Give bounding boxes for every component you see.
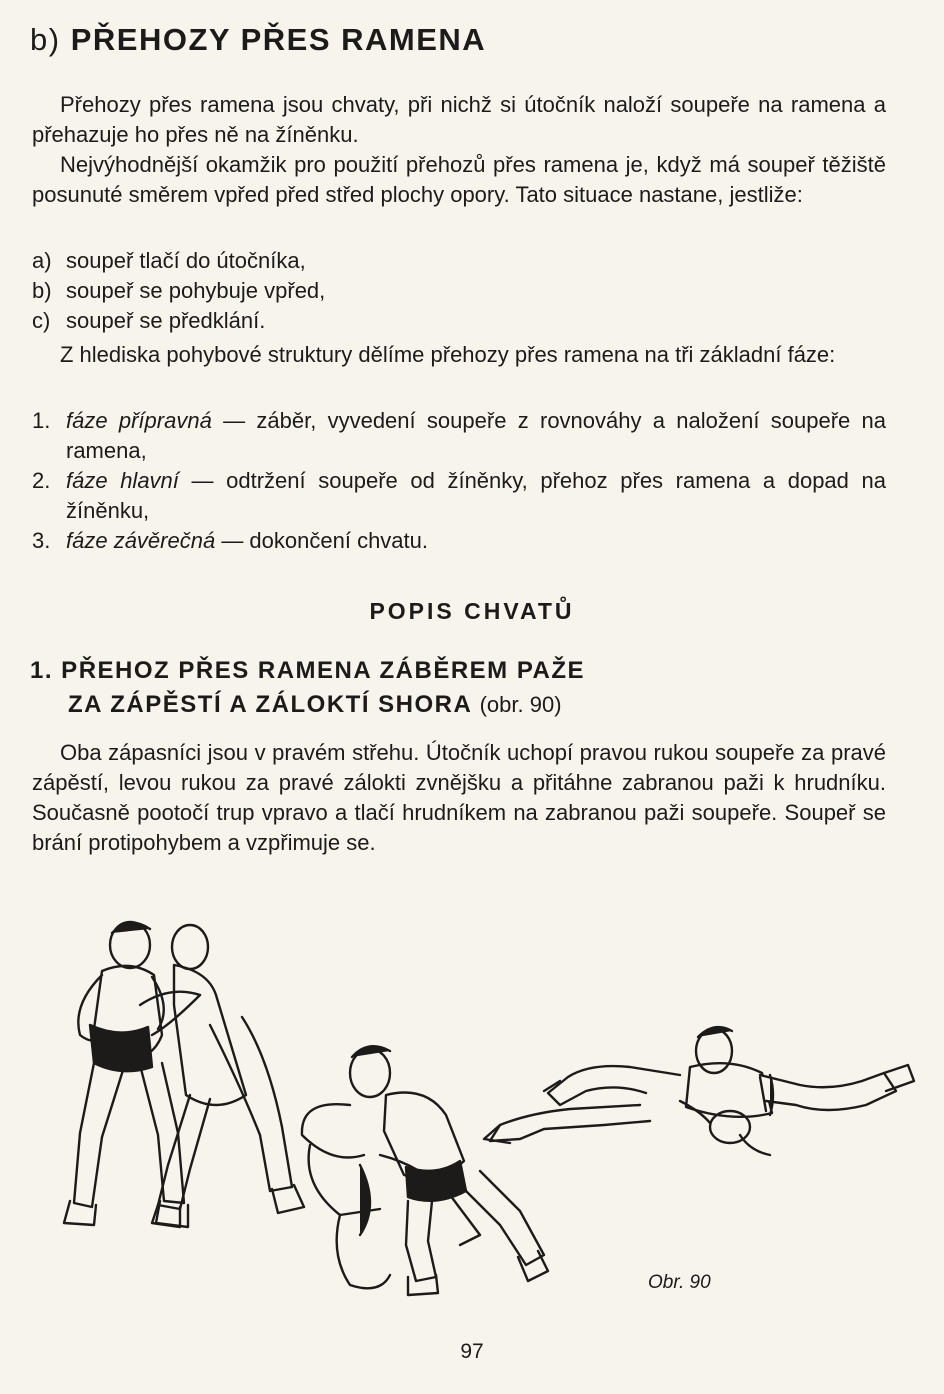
wrestlers-standing (64, 922, 304, 1227)
phase-text: — dokončení chvatu. (215, 528, 428, 553)
list-item (32, 406, 886, 466)
section-heading (30, 22, 486, 58)
list-item (32, 276, 886, 306)
phase-text: — záběr, vyvedení soupeře z rovnováhy a naložení soupeře na ramena, (66, 408, 887, 463)
technique-title-line1: 1. PŘEHOZ PŘES RAMENA ZÁBĚREM PAŽE (30, 657, 586, 684)
list-marker: 2. (32, 468, 51, 493)
conditions-list (32, 246, 886, 336)
wrestlers-landing (484, 1027, 914, 1155)
figure-reference: (obr. 90) (479, 692, 562, 717)
phase-name: fáze přípravná (66, 408, 212, 433)
subheading: POPIS CHVATŮ (369, 598, 575, 624)
technique-heading (30, 654, 890, 722)
list-text: soupeř se pohybuje vpřed, (66, 278, 326, 303)
list-item (32, 466, 886, 526)
phase-name: fáze hlavní (66, 468, 179, 493)
phase-text: — odtržení soupeře od žíněnky, přehoz přes ramena a dopad na žíněnku, (66, 468, 886, 523)
section-marker: b) (30, 22, 61, 57)
list-marker: a) (32, 248, 52, 273)
list-marker: c) (32, 308, 51, 333)
list-text: soupeř se předklání. (66, 308, 266, 333)
list-marker: 1. (32, 408, 51, 433)
intro-paragraph-2: Nejvýhodnější okamžik pro použití přehozů přes ramena je, když má soupeř těžiště posunuté směrem vpřed před střed plochy opory. Tato situace nastane, jestliže: (32, 152, 886, 207)
list-item (32, 306, 886, 336)
wrestlers-lifting (302, 1046, 548, 1295)
technique-title-line2: ZA ZÁPĚSTÍ A ZÁLOKTÍ SHORA (68, 691, 472, 718)
list-text: soupeř tlačí do útočníka, (66, 248, 306, 273)
list-marker: 3. (32, 528, 51, 553)
phase-name: fáze závěrečná (66, 528, 216, 553)
page-number: 97 (460, 1340, 484, 1363)
list-item (32, 526, 886, 556)
wrestling-illustration (40, 905, 920, 1325)
phases-intro: Z hlediska pohybové struktury dělíme přehozy přes ramena na tři základní fáze: (60, 342, 836, 367)
technique-description: Oba zápasníci jsou v pravém střehu. Útočník uchopí pravou rukou soupeře za pravé zápěstí, levou rukou za pravé zálokti zvnějšku a přitáhne zabranou paži k hrudníku. Současně pootočí trup vpravo a tlačí hrudníkem na zabranou paži soupeře. Soupeř se brání protipohybem a vzpřimuje se. (32, 740, 886, 855)
intro-paragraph-1: Přehozy přes ramena jsou chvaty, při nichž si útočník naloží soupeře na ramena a přehazuje ho přes ně na žíněnku. (32, 92, 886, 147)
list-marker: b) (32, 278, 52, 303)
phases-list (32, 406, 886, 556)
section-title: PŘEHOZY PŘES RAMENA (70, 22, 487, 57)
list-item (32, 246, 886, 276)
figure-caption: Obr. 90 (648, 1272, 711, 1293)
